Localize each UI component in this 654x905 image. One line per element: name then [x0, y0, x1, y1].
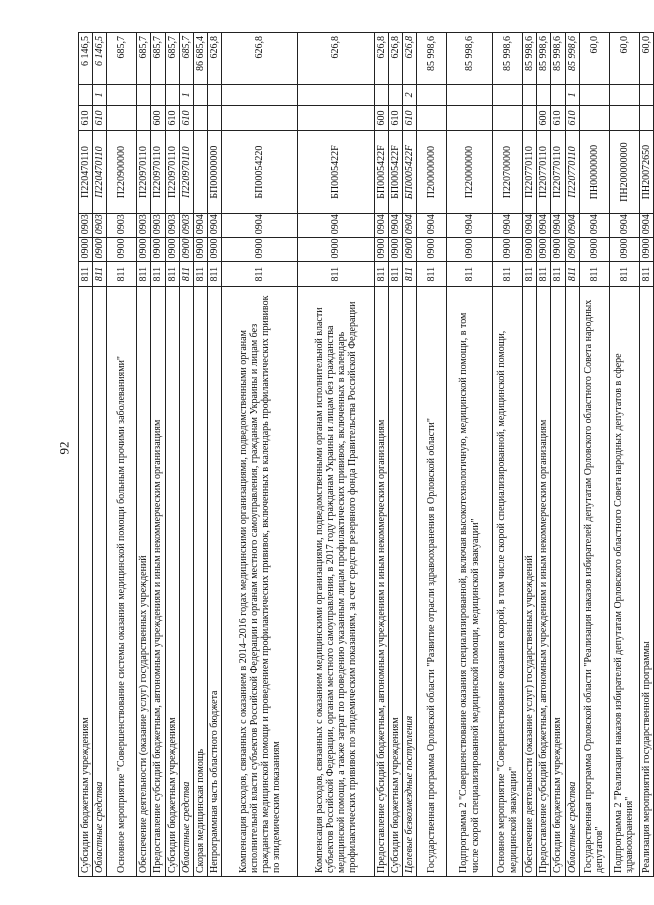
target-article-code: П220770110	[523, 131, 537, 214]
expense-type-code: 610	[551, 105, 565, 130]
budget-table	[78, 32, 654, 877]
ministry-code: 811	[93, 262, 107, 286]
section-code: 0900	[639, 238, 653, 262]
ministry-code: 811	[523, 262, 537, 286]
expense-type-code: 610	[179, 105, 193, 130]
ministry-code: 811	[639, 262, 653, 286]
funding-source-code	[79, 84, 93, 105]
section-code: 0900	[374, 238, 388, 262]
subsection-code: 0904	[639, 213, 653, 237]
section-code: 0900	[551, 238, 565, 262]
subsection-code: 0904	[222, 213, 298, 237]
funding-source-code	[447, 84, 493, 105]
funding-source-code	[388, 84, 402, 105]
target-article-code: БП0005422F	[298, 131, 374, 214]
funding-source-code	[639, 84, 653, 105]
ministry-code: 811	[222, 262, 298, 286]
table-row	[79, 33, 93, 877]
row-name: Компенсация расходов, связанных с оказанием медицинскими организациями, подведомственными органам исполнительной власти субъектов Российской Федерации, органам местного самоуправления, в 2017 году гражданам Украины и лицам без гражданства медицинской помощи, а также затрат по проведению указанным лицам профилактических прививок, включенных в календарь профилактических прививок по эпидемическим показаниям, за счет средств резервного фонда Правительства Российской Федерации	[298, 286, 374, 876]
table-row	[639, 33, 653, 877]
subsection-code: 0904	[208, 213, 222, 237]
funding-source-code	[151, 84, 165, 105]
page-number: 92	[56, 441, 72, 455]
table-row	[165, 33, 179, 877]
expense-type-code	[107, 105, 137, 130]
subsection-code: 0904	[194, 213, 208, 237]
section-code: 0900	[165, 238, 179, 262]
target-article-code: БП00054220	[222, 131, 298, 214]
section-code: 0900	[151, 238, 165, 262]
subsection-code: 0903	[93, 213, 107, 237]
amount: 6 146,5	[79, 33, 93, 85]
subsection-code: 0904	[537, 213, 551, 237]
funding-source-code: 1	[93, 84, 107, 105]
section-code: 0900	[222, 238, 298, 262]
expense-type-code	[579, 105, 609, 130]
target-article-code	[194, 131, 208, 214]
target-article-code: БП0005422F	[388, 131, 402, 214]
ministry-code: 811	[137, 262, 151, 286]
amount: 626,8	[402, 33, 416, 85]
funding-source-code	[493, 84, 523, 105]
row-name: Компенсация расходов, связанных с оказанием в 2014–2016 годах медицинскими организациями, подведомственными органам исполнительной власти субъектов Российской Федерации и органам местного самоуправления, гражданам Украины и лицам без гражданства медицинской помощи и проведением профилактических прививок, включенных в календарь профилактических прививок по эпидемическим показаниям	[222, 286, 298, 876]
table-row	[107, 33, 137, 877]
table-row	[222, 33, 298, 877]
funding-source-code	[194, 84, 208, 105]
row-name: Обеспечение деятельности (оказание услуг) государственных учреждений	[137, 286, 151, 876]
section-code: 0900	[179, 238, 193, 262]
table-row	[417, 33, 447, 877]
table-row	[609, 33, 639, 877]
amount: 626,8	[388, 33, 402, 85]
subsection-code: 0904	[298, 213, 374, 237]
row-name: Предоставление субсидий бюджетным, автономным учреждениям и иным некоммерческим организациям	[374, 286, 388, 876]
subsection-code: 0904	[609, 213, 639, 237]
table-row	[298, 33, 374, 877]
table-row	[388, 33, 402, 877]
target-article-code: П220770110	[551, 131, 565, 214]
section-code: 0900	[93, 238, 107, 262]
amount: 626,8	[222, 33, 298, 85]
ministry-code: 811	[402, 262, 416, 286]
row-name: Государственная программа Орловской области "Развитие отрасли здравоохранения в Орловской области"	[417, 286, 447, 876]
row-name: Основное мероприятие "Совершенствование системы оказания медицинской помощи больным прочими заболеваниями"	[107, 286, 137, 876]
amount: 685,7	[165, 33, 179, 85]
section-code: 0900	[417, 238, 447, 262]
ministry-code: 811	[537, 262, 551, 286]
row-name: Субсидии бюджетным учреждениям	[79, 286, 93, 876]
section-code: 0900	[388, 238, 402, 262]
expense-type-code	[222, 105, 298, 130]
amount: 86 685,4	[194, 33, 208, 85]
expense-type-code	[298, 105, 374, 130]
expense-type-code	[417, 105, 447, 130]
table-row	[194, 33, 208, 877]
table-row	[179, 33, 193, 877]
budget-table-body	[79, 33, 654, 877]
amount: 60,0	[639, 33, 653, 85]
target-article-code: ПН00000000	[579, 131, 609, 214]
table-row	[374, 33, 388, 877]
target-article-code: БП0005422F	[402, 131, 416, 214]
table-row	[137, 33, 151, 877]
amount: 685,7	[151, 33, 165, 85]
row-name: Предоставление субсидий бюджетным, автономным учреждениям и иным некоммерческим организациям	[151, 286, 165, 876]
ministry-code: 811	[79, 262, 93, 286]
section-code: 0900	[79, 238, 93, 262]
subsection-code: 0904	[565, 213, 579, 237]
target-article-code: П220000000	[447, 131, 493, 214]
subsection-code: 0903	[107, 213, 137, 237]
section-code: 0900	[523, 238, 537, 262]
subsection-code: 0903	[151, 213, 165, 237]
amount: 6 146,5	[93, 33, 107, 85]
row-name: Целевые безвозмездные поступления	[402, 286, 416, 876]
ministry-code: 811	[298, 262, 374, 286]
expense-type-code	[194, 105, 208, 130]
target-article-code: П220970110	[165, 131, 179, 214]
amount: 626,8	[298, 33, 374, 85]
target-article-code: ПН20072650	[639, 131, 653, 214]
target-article-code: П220970110	[179, 131, 193, 214]
section-code: 0900	[565, 238, 579, 262]
target-article-code: ПН200000000	[609, 131, 639, 214]
funding-source-code	[374, 84, 388, 105]
ministry-code: 811	[194, 262, 208, 286]
amount: 85 998,6	[565, 33, 579, 85]
row-name: Областные средства	[565, 286, 579, 876]
target-article-code: П220770110	[537, 131, 551, 214]
budget-table-container	[78, 32, 652, 877]
table-row	[551, 33, 565, 877]
expense-type-code: 600	[537, 105, 551, 130]
funding-source-code	[107, 84, 137, 105]
target-article-code: БП0005422F	[374, 131, 388, 214]
amount: 85 998,6	[417, 33, 447, 85]
amount: 60,0	[609, 33, 639, 85]
target-article-code: П220770110	[565, 131, 579, 214]
section-code: 0900	[609, 238, 639, 262]
ministry-code: 811	[179, 262, 193, 286]
table-row	[93, 33, 107, 877]
row-name: Государственная программа Орловской области "Реализация наказов избирателей депутатам Орловского областного Совета народных депутатов"	[579, 286, 609, 876]
section-code: 0900	[447, 238, 493, 262]
amount: 85 998,6	[537, 33, 551, 85]
expense-type-code	[639, 105, 653, 130]
target-article-code: П220970110	[137, 131, 151, 214]
ministry-code: 811	[609, 262, 639, 286]
expense-type-code: 610	[565, 105, 579, 130]
ministry-code: 811	[374, 262, 388, 286]
funding-source-code: 1	[565, 84, 579, 105]
ministry-code: 811	[151, 262, 165, 286]
table-row	[208, 33, 222, 877]
row-name: Областные средства	[179, 286, 193, 876]
target-article-code: П220470110	[79, 131, 93, 214]
target-article-code: П220700000	[493, 131, 523, 214]
amount: 626,8	[208, 33, 222, 85]
subsection-code: 0904	[579, 213, 609, 237]
funding-source-code	[165, 84, 179, 105]
amount: 626,8	[374, 33, 388, 85]
expense-type-code	[523, 105, 537, 130]
expense-type-code	[208, 105, 222, 130]
expense-type-code	[493, 105, 523, 130]
section-code: 0900	[537, 238, 551, 262]
subsection-code: 0904	[388, 213, 402, 237]
funding-source-code: 2	[402, 84, 416, 105]
section-code: 0900	[493, 238, 523, 262]
amount: 685,7	[137, 33, 151, 85]
subsection-code: 0904	[447, 213, 493, 237]
amount: 85 998,6	[523, 33, 537, 85]
expense-type-code: 610	[165, 105, 179, 130]
row-name: Подпрограмма 2 "Совершенствование оказания специализированной, включая высокотехнологичную, медицинской помощи, в том числе скорой специализированной медицинской помощи, медицинской эвакуации"	[447, 286, 493, 876]
funding-source-code	[137, 84, 151, 105]
expense-type-code: 600	[151, 105, 165, 130]
funding-source-code	[208, 84, 222, 105]
subsection-code: 0904	[417, 213, 447, 237]
row-name: Скорая медицинская помощь	[194, 286, 208, 876]
ministry-code: 811	[165, 262, 179, 286]
subsection-code: 0903	[179, 213, 193, 237]
subsection-code: 0904	[493, 213, 523, 237]
ministry-code: 811	[565, 262, 579, 286]
funding-source-code	[551, 84, 565, 105]
target-article-code: П220970110	[151, 131, 165, 214]
amount: 85 998,6	[493, 33, 523, 85]
amount: 685,7	[179, 33, 193, 85]
funding-source-code	[579, 84, 609, 105]
subsection-code: 0904	[374, 213, 388, 237]
funding-source-code	[609, 84, 639, 105]
table-row	[537, 33, 551, 877]
row-name: Подпрограмма 2 "Реализация наказов избирателей депутатам Орловского областного Совета народных депутатов в сфере здравоохранения"	[609, 286, 639, 876]
ministry-code: 811	[579, 262, 609, 286]
ministry-code: 811	[107, 262, 137, 286]
expense-type-code	[137, 105, 151, 130]
section-code: 0900	[402, 238, 416, 262]
section-code: 0900	[298, 238, 374, 262]
row-name: Непрограммная часть областного бюджета	[208, 286, 222, 876]
amount: 85 998,6	[551, 33, 565, 85]
amount: 685,7	[107, 33, 137, 85]
section-code: 0900	[579, 238, 609, 262]
row-name: Обеспечение деятельности (оказание услуг) государственных учреждений	[523, 286, 537, 876]
expense-type-code: 600	[374, 105, 388, 130]
subsection-code: 0903	[137, 213, 151, 237]
table-row	[579, 33, 609, 877]
expense-type-code: 610	[402, 105, 416, 130]
expense-type-code: 610	[79, 105, 93, 130]
target-article-code: П220900000	[107, 131, 137, 214]
funding-source-code	[222, 84, 298, 105]
funding-source-code	[417, 84, 447, 105]
section-code: 0900	[208, 238, 222, 262]
subsection-code: 0903	[165, 213, 179, 237]
target-article-code: П220470110	[93, 131, 107, 214]
expense-type-code: 610	[93, 105, 107, 130]
funding-source-code	[298, 84, 374, 105]
ministry-code: 811	[551, 262, 565, 286]
table-row	[402, 33, 416, 877]
row-name: Субсидии бюджетным учреждениям	[165, 286, 179, 876]
expense-type-code	[447, 105, 493, 130]
funding-source-code	[537, 84, 551, 105]
funding-source-code	[523, 84, 537, 105]
row-name: Областные средства	[93, 286, 107, 876]
row-name: Предоставление субсидий бюджетным, автономным учреждениям и иным некоммерческим организациям	[537, 286, 551, 876]
ministry-code: 811	[208, 262, 222, 286]
table-row	[493, 33, 523, 877]
subsection-code: 0904	[402, 213, 416, 237]
target-article-code: БП00000000	[208, 131, 222, 214]
target-article-code: П200000000	[417, 131, 447, 214]
row-name: Субсидии бюджетным учреждениям	[551, 286, 565, 876]
subsection-code: 0903	[79, 213, 93, 237]
table-row	[523, 33, 537, 877]
subsection-code: 0904	[551, 213, 565, 237]
section-code: 0900	[137, 238, 151, 262]
ministry-code: 811	[447, 262, 493, 286]
section-code: 0900	[194, 238, 208, 262]
ministry-code: 811	[493, 262, 523, 286]
table-row	[565, 33, 579, 877]
row-name: Реализация мероприятий государственной программы	[639, 286, 653, 876]
amount: 60,0	[579, 33, 609, 85]
table-row	[447, 33, 493, 877]
row-name: Основное мероприятие "Совершенствование оказания скорой, в том числе скорой специализированной, медицинской помощи, медицинской эвакуации"	[493, 286, 523, 876]
funding-source-code: 1	[179, 84, 193, 105]
subsection-code: 0904	[523, 213, 537, 237]
expense-type-code: 610	[388, 105, 402, 130]
table-row	[151, 33, 165, 877]
ministry-code: 811	[417, 262, 447, 286]
ministry-code: 811	[388, 262, 402, 286]
expense-type-code	[609, 105, 639, 130]
row-name: Субсидии бюджетным учреждениям	[388, 286, 402, 876]
amount: 85 998,6	[447, 33, 493, 85]
section-code: 0900	[107, 238, 137, 262]
